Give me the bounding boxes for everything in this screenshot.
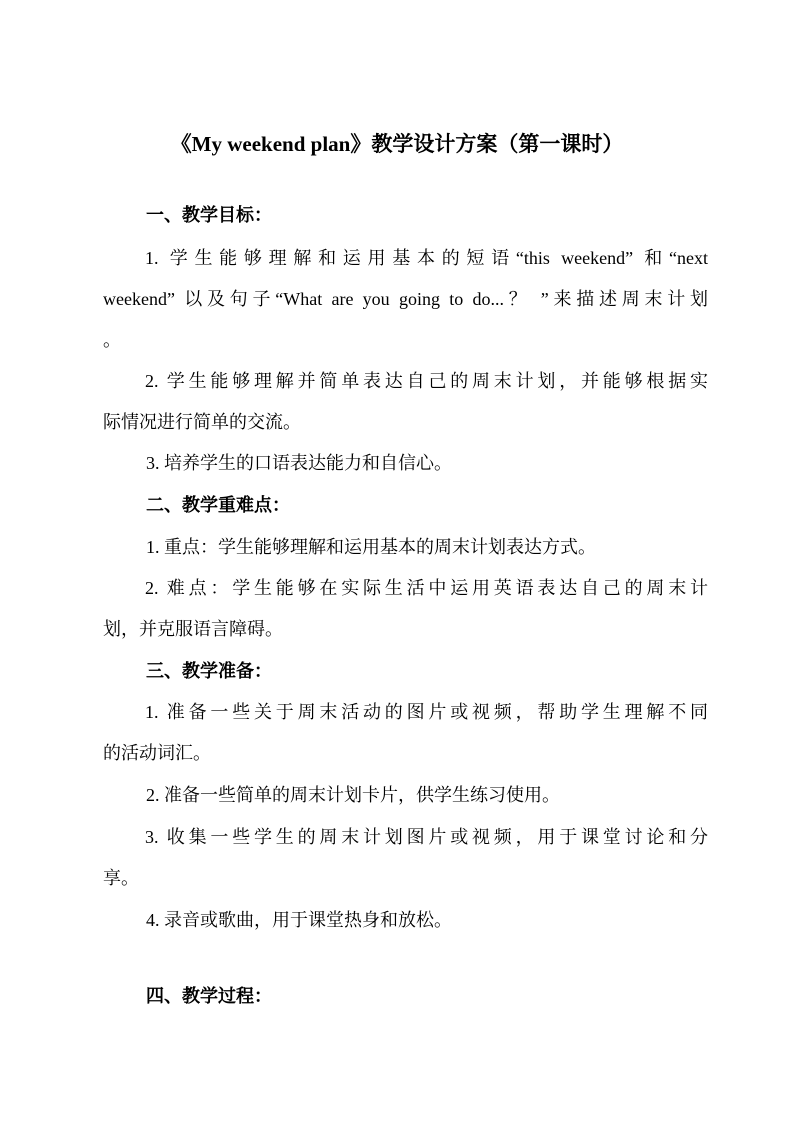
prep-item-1 [103, 692, 708, 774]
goals-item-1-line-3: 。 [103, 330, 121, 350]
key-item-2 [103, 568, 708, 650]
prep-item-4-text: 4. 录音或歌曲，用于课堂热身和放松。 [146, 910, 452, 930]
prep-item-3-line-1: 3. 收集一些学生的周末计划图片或视频，用于课堂讨论和分 [145, 827, 708, 847]
goals-item-2 [103, 361, 708, 443]
key-item-2-line-1: 2. 难点：学生能够在实际生活中运用英语表达自己的周末计 [145, 578, 708, 598]
goals-item-3 [146, 443, 751, 484]
goals-item-1 [103, 238, 708, 361]
goals-item-1-line-1: 1. 学生能够理解和运用基本的短语“this weekend” 和“next [145, 248, 708, 268]
key-item-1 [146, 527, 751, 568]
goals-heading-text: 一、教学目标： [146, 205, 272, 225]
key-item-2-line-2: 划，并克服语言障碍。 [103, 619, 283, 639]
prep-heading [146, 651, 751, 692]
goals-item-3-text: 3. 培养学生的口语表达能力和自信心。 [146, 453, 452, 473]
prep-item-1-line-1: 1. 准备一些关于周末活动的图片或视频，帮助学生理解不同 [145, 702, 708, 722]
prep-item-2-text: 2. 准备一些简单的周末计划卡片，供学生练习使用。 [146, 785, 560, 805]
prep-item-3-line-2: 享。 [103, 868, 139, 888]
goals-item-2-line-1: 2. 学生能够理解并简单表达自己的周末计划，并能够根据实 [145, 371, 708, 391]
prep-item-2 [146, 775, 751, 816]
goals-item-2-line-2: 际情况进行简单的交流。 [103, 412, 301, 432]
prep-item-4 [146, 900, 751, 941]
key-heading [146, 485, 751, 526]
prep-item-1-line-2: 的活动词汇。 [103, 743, 211, 763]
key-heading-text: 二、教学重难点： [146, 495, 290, 515]
page-title: 《My weekend plan》教学设计方案（第一课时） [170, 132, 624, 156]
process-heading [146, 976, 751, 1017]
prep-heading-text: 三、教学准备： [146, 661, 272, 681]
goals-heading [146, 195, 751, 236]
key-item-1-text: 1. 重点：学生能够理解和运用基本的周末计划表达方式。 [146, 537, 596, 557]
process-heading-text: 四、教学过程： [146, 986, 272, 1006]
goals-item-1-line-2: weekend” 以及句子“What are you going to do...？ ”来描述周末计划 [103, 289, 708, 309]
prep-item-3 [103, 817, 708, 899]
